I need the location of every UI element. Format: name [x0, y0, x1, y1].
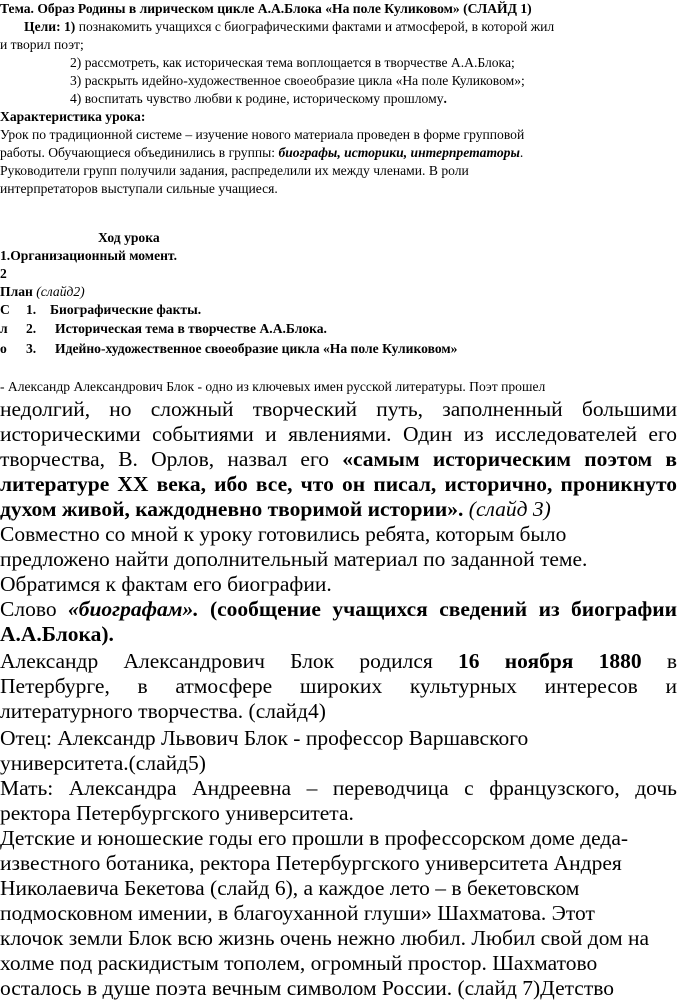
plan-slide: (слайд2) [32, 284, 85, 299]
body-paragraph-1-line-1: - Александр Александрович Блок - одно из ключевых имен русской литературы. Поэт прошел [0, 379, 546, 394]
characteristics-line-3: Руководители групп получили задания, распределили их между членами. В роли [0, 163, 469, 178]
goal-3: 3) раскрыть идейно-художественное своеобразие цикла «На поле Куликовом»; [70, 73, 525, 88]
body-paragraph-5-line-2: Петербурге, в атмосфере широких культурных интересов и [0, 674, 677, 698]
quote-intro: творчества, В. Орлов, назвал его [0, 447, 343, 471]
body-paragraph-8-line-6: холме под раскидистым тополем, огромный простор. Шахматово [0, 951, 598, 975]
course-heading: Ход урока [98, 230, 160, 245]
body-paragraph-7-line-1: Мать: Александра Андреевна – переводчица с французского, дочь [0, 776, 677, 800]
lesson-title: Тема. Образ Родины в лирическом цикле А.А.Блока «На поле Куликовом» (СЛАЙД 1) [0, 1, 532, 16]
quote-line-2: литературе XX века, ибо все, что он писал, исторично, проникнуто [0, 472, 677, 496]
body-paragraph-1-line-2: недолгий, но сложный творческий путь, заполненный большими [0, 397, 677, 421]
plan-item-text: Биографические факты. [50, 302, 202, 317]
plan-line [0, 283, 85, 301]
body-paragraph-1-line-3: историческими событиями и явлениями. Один из исследователей его [0, 422, 677, 446]
body-paragraph-8-line-2: известного ботаника, ректора Петербургского университета Андрея [0, 851, 622, 875]
section-number-2: 2 [0, 266, 7, 281]
body-paragraph-3: Обратимся к фактам его биографии. [0, 572, 332, 596]
plan-item-margin: о [0, 341, 7, 356]
plan-label: План [0, 284, 33, 299]
slide-3-ref: (слайд 3) [463, 497, 551, 521]
body-paragraph-4-line-2: А.А.Блока). [0, 622, 114, 646]
goals-line-1 [24, 18, 554, 36]
plan-item-number: 2. [26, 321, 37, 336]
goal-1-number: 1) [64, 19, 76, 34]
plan-item [0, 340, 7, 358]
body-paragraph-7-line-2: ректора Петербургского университета. [0, 801, 354, 825]
birth-text: Александр Александрович Блок родился [0, 649, 459, 673]
biographers-label: «биографам». [67, 597, 199, 621]
plan-item-number: 1. [26, 302, 37, 317]
quote-line-3 [0, 497, 551, 521]
characteristics-line-4: интерпретаторов выступали сильные учащиеся. [0, 181, 278, 196]
goal-4-text: 4) воспитать чувство любви к родине, историческому прошлому [70, 91, 444, 106]
characteristics-line-1: Урок по традиционной системе – изучение нового материала проведен в форме групповой [0, 127, 525, 142]
goal-1-text: познакомить учащихся с биографическими фактами и атмосферой, в которой жил [75, 19, 555, 34]
body-paragraph-1-line-4 [0, 447, 677, 471]
goal-4 [70, 90, 447, 108]
body-paragraph-8-line-3: Николаевича Бекетова (слайд 6), а каждое лето – в бекетовском [0, 876, 580, 900]
body-paragraph-8-line-5: клочок земли Блок всю жизнь очень нежно любил. Любил свой дом на [0, 926, 650, 950]
plan-item [0, 320, 8, 338]
quote-start: «самым историческим поэтом в [342, 447, 677, 471]
plan-item-margin: С [0, 302, 10, 317]
biography-message: (сообщение учащихся сведений из биографии [198, 597, 677, 621]
body-paragraph-2-line-2: предложено найти дополнительный материал по заданной теме. [0, 547, 588, 571]
body-paragraph-8-line-4: подмосковном имении, в благоуханной глуши» Шахматова. Этот [0, 901, 595, 925]
body-paragraph-5-line-3: литературного творчества. (слайд4) [0, 699, 326, 723]
birth-in: в [641, 649, 677, 673]
characteristics-line-2 [0, 144, 523, 162]
body-paragraph-8-line-7: осталось в душе поэта вечным символом России. (слайд 7)Детство [0, 976, 614, 1000]
characteristics-heading: Характеристика урока: [0, 109, 146, 124]
quote-end: духом живой, каждодневно творимой истории». [0, 497, 464, 521]
plan-item [0, 301, 10, 319]
characteristics-line-2-end: . [519, 145, 524, 160]
body-paragraph-6-line-2: университета.(слайд5) [0, 751, 206, 775]
body-paragraph-8-line-1: Детские и юношеские годы его прошли в профессорском доме деда- [0, 826, 629, 850]
body-paragraph-6-line-1: Отец: Александр Львович Блок - профессор Варшавского [0, 726, 529, 750]
body-paragraph-2-line-1: Совместно со мной к уроку готовились ребята, которым было [0, 522, 567, 546]
characteristics-line-2-text: работы. Обучающиеся объединились в группы: [0, 145, 279, 160]
plan-item-margin: л [0, 321, 8, 336]
group-names: биографы, историки, интерпретаторы [278, 145, 520, 160]
goal-1-continuation: и творил поэт; [0, 37, 84, 52]
birth-date: 16 ноября 1880 [458, 649, 642, 673]
plan-item-text: Историческая тема в творчестве А.А.Блока. [55, 321, 327, 336]
plan-item-text: Идейно-художественное своеобразие цикла «На поле Куликовом» [55, 341, 458, 356]
plan-item-number: 3. [26, 341, 37, 356]
goal-2: 2) рассмотреть, как историческая тема воплощается в творчестве А.А.Блока; [70, 55, 515, 70]
body-paragraph-5-line-1 [0, 649, 677, 673]
goal-4-period: . [443, 91, 447, 106]
word-prefix: Слово [0, 597, 68, 621]
body-paragraph-4-line-1 [0, 597, 677, 621]
goals-label: Цели: [24, 19, 61, 34]
org-moment: 1.Организационный момент. [0, 248, 177, 263]
